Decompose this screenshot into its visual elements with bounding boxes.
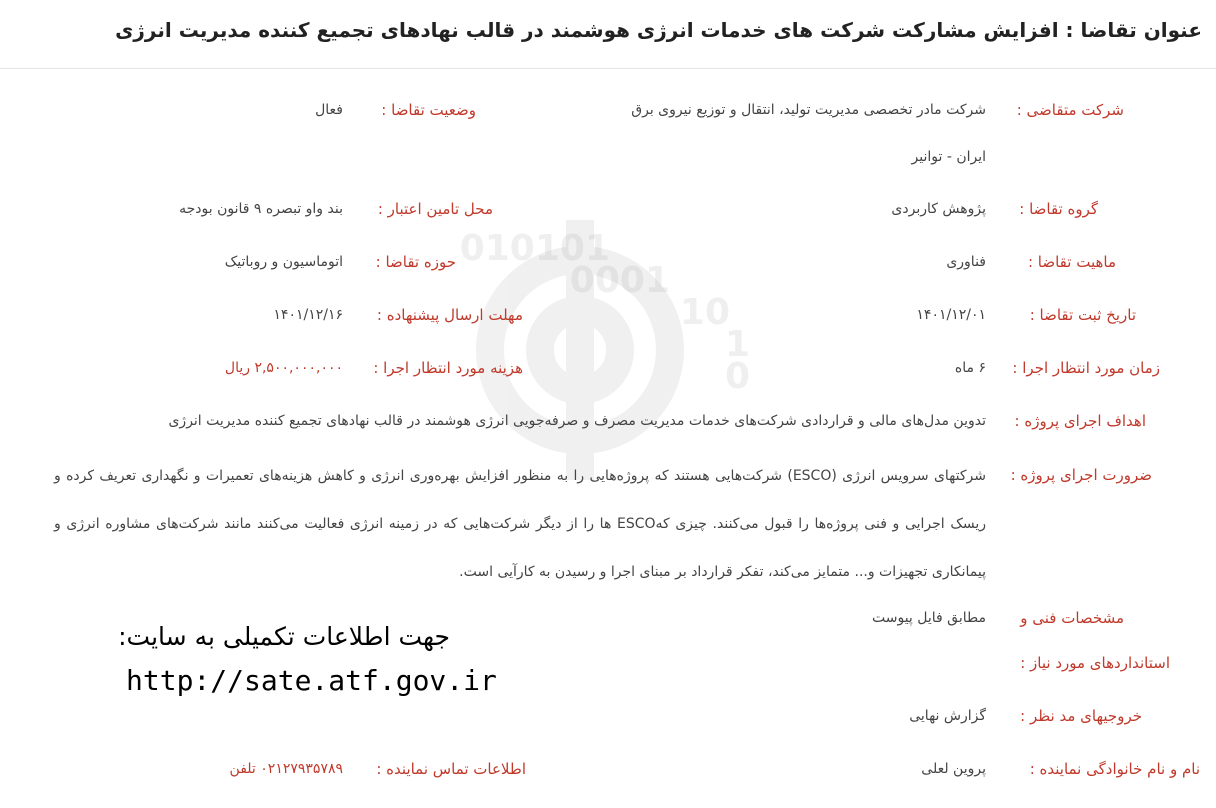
page-title: عنوان تقاضا : افزایش مشارکت شرکت های خدمات انرژی هوشمند در قالب نهادهای تجمیع کننده مدیریت انرژی: [115, 18, 1202, 42]
funding-value: بند واو تبصره ۹ قانون بودجه: [179, 201, 343, 217]
more-info-site-box: [118, 620, 497, 710]
site-url-link[interactable]: http://sate.atf.gov.ir: [126, 664, 497, 697]
applicant-value-line2: ایران - توانیر: [911, 149, 986, 165]
duration-value: ۶ ماه: [954, 360, 986, 376]
regdate-label: تاریخ ثبت تقاضا :: [1029, 306, 1136, 324]
rep-contact-value: ۰۲۱۲۷۹۳۵۷۸۹ تلفن: [229, 761, 343, 777]
goals-value: تدوین مدل‌های مالی و قراردادی شرکت‌های خدمات مدیریت مصرف و صرفه‌جویی انرژی هوشمند در قالب نهادهای تجمیع کننده مدیریت انرژی: [168, 413, 986, 429]
specs-label-line1: مشخصات فنی و: [1020, 609, 1124, 627]
funding-label: محل تامین اعتبار :: [377, 200, 493, 218]
necessity-label: ضرورت اجرای پروژه :: [1010, 466, 1152, 484]
watermark-binary-5: 0: [724, 356, 750, 397]
rep-name-value: پروین لعلی: [921, 761, 986, 777]
applicant-label: شرکت متقاضی :: [1016, 101, 1124, 119]
rep-name-label: نام و نام خانوادگی نماینده :: [1029, 760, 1200, 778]
group-label: گروه تقاضا :: [1019, 200, 1098, 218]
title-divider: [0, 68, 1216, 69]
rep-contact-label: اطلاعات تماس نماینده :: [376, 760, 526, 778]
watermark-logo-icon: [490, 220, 670, 480]
applicant-value-line1: شرکت مادر تخصصی مدیریت تولید، انتقال و توزیع نیروی برق: [631, 102, 986, 118]
watermark-binary-4: 1: [724, 324, 750, 365]
watermark-binary-1: 010101: [459, 228, 610, 269]
nature-label: ماهیت تقاضا :: [1027, 253, 1116, 271]
specs-value: مطابق فایل پیوست: [871, 610, 986, 626]
specs-label-line2: استانداردهای مورد نیاز :: [1020, 654, 1170, 672]
more-info-text: جهت اطلاعات تکمیلی به سایت:: [118, 622, 450, 651]
necessity-value: شرکتهای سرویس انرژی (ESCO) شرکت‌هایی هستند که پروژه‌هایی را به منظور افزایش بهره‌وری انرژی و کاهش هزینه‌های تعمیرات و نگهداری تعریف کرده و ریسک اجرایی و فنی پروژه‌ها را قبول می‌کنند. چیزی کهESCO ها را از دیگر شرکت‌هایی که در زمینه انرژی فعالیت می‌کنند مانند شرکت‌های مشاوره انرژی و پیمانکاری تجهیزات و... متمایز می‌کند، تفکر قرارداد بر مبنای اجرا و رسیدن به کارآیی است.: [54, 468, 986, 580]
watermark-binary-2: 0001: [569, 260, 670, 301]
regdate-value: ۱۴۰۱/۱۲/۰۱: [916, 307, 986, 323]
outputs-label: خروجیهای مد نظر :: [1020, 707, 1142, 725]
deadline-label: مهلت ارسال پیشنهاده :: [376, 306, 523, 324]
status-value: فعال: [315, 102, 343, 118]
goals-label: اهداف اجرای پروژه :: [1014, 412, 1146, 430]
deadline-value: ۱۴۰۱/۱۲/۱۶: [273, 307, 343, 323]
duration-label: زمان مورد انتظار اجرا :: [1012, 359, 1160, 377]
cost-value: ۲,۵۰۰,۰۰۰,۰۰۰ ریال: [224, 360, 343, 376]
group-value: پژوهش کاربردی: [891, 201, 986, 217]
status-label: وضعیت تقاضا :: [381, 101, 476, 119]
nature-value: فناوری: [946, 254, 986, 270]
domain-label: حوزه تقاضا :: [375, 253, 456, 271]
domain-value: اتوماسیون و روباتیک: [224, 254, 343, 270]
cost-label: هزینه مورد انتظار اجرا :: [373, 359, 523, 377]
watermark-binary-3: 10: [679, 292, 730, 333]
outputs-value: گزارش نهایی: [909, 708, 986, 724]
